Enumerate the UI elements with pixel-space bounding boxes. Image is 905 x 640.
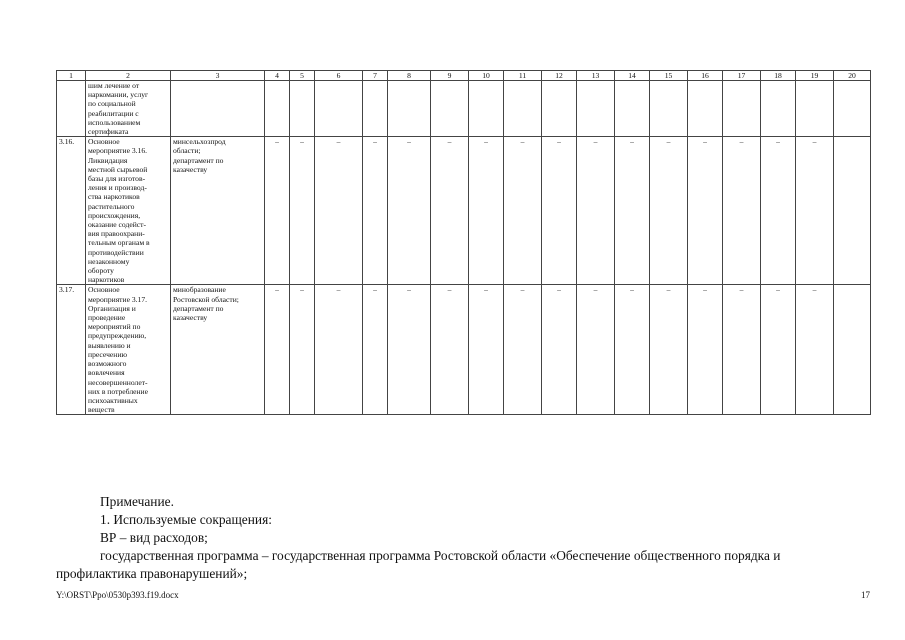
measure-name-line: наркомании, услуг: [88, 90, 149, 100]
measure-name-line: Организация и: [88, 303, 136, 313]
value-cell: –: [650, 137, 688, 285]
value-cell: [431, 81, 469, 137]
column-number-cell: 17: [723, 71, 761, 81]
value-cell: –: [363, 137, 388, 285]
column-number-cell: 18: [761, 71, 796, 81]
note-abbrev-gp-line2: профилактика правонарушений»;: [56, 566, 248, 581]
column-number-cell: 8: [388, 71, 431, 81]
measure-name-line: Ликвидация: [88, 155, 128, 165]
value-cell: [834, 81, 871, 137]
file-path: Y:\ORST\Ppo\0530p393.f19.docx: [56, 590, 179, 600]
column-number-cell: 10: [469, 71, 504, 81]
measure-name-line: вия правоохрани-: [88, 229, 145, 239]
value-cell: –: [542, 137, 577, 285]
table-row: [57, 81, 871, 137]
measure-name-line: предупреждению,: [88, 331, 147, 341]
measure-name-line: обороту: [88, 266, 114, 276]
value-cell: –: [265, 285, 290, 415]
column-number-cell: 2: [86, 71, 171, 81]
value-cell: –: [363, 285, 388, 415]
value-cell: [723, 81, 761, 137]
measure-name-line: шим лечение от: [88, 81, 140, 90]
value-cell: [542, 81, 577, 137]
value-cell: –: [723, 285, 761, 415]
table-header-row: [57, 71, 871, 81]
measure-name-line: Основное: [88, 285, 120, 295]
value-cell: [688, 81, 723, 137]
executor-line: области;: [173, 146, 201, 156]
value-cell: [315, 81, 363, 137]
measure-name-line: возможного: [88, 359, 127, 369]
measure-name-line: сертификата: [88, 127, 129, 137]
value-cell: [290, 81, 315, 137]
column-number-cell: 5: [290, 71, 315, 81]
value-cell: –: [542, 285, 577, 415]
value-cell: [834, 137, 871, 285]
value-cell: [363, 81, 388, 137]
executor-line: казачеству: [173, 164, 208, 174]
column-number-cell: 7: [363, 71, 388, 81]
measure-name-line: ления и производ-: [88, 183, 147, 193]
measure-name-line: по социальной: [88, 99, 136, 109]
value-cell: –: [290, 137, 315, 285]
column-number-cell: 19: [796, 71, 834, 81]
value-cell: [469, 81, 504, 137]
value-cell: [265, 81, 290, 137]
measure-name-line: ства наркотиков: [88, 192, 140, 202]
measure-name-line: использованием: [88, 117, 141, 127]
measure-name-line: проведение: [88, 313, 126, 323]
executor-line: Ростовской области;: [173, 294, 239, 304]
measure-name-line: противодействии: [88, 247, 144, 257]
column-number-cell: 14: [615, 71, 650, 81]
value-cell: –: [469, 285, 504, 415]
measure-name-line: происхождения,: [88, 210, 141, 220]
measure-name-line: незаконному: [88, 256, 130, 266]
value-cell: –: [796, 137, 834, 285]
value-cell: –: [615, 137, 650, 285]
measure-name-line: веществ: [88, 405, 115, 415]
program-table: [56, 70, 871, 415]
value-cell: –: [431, 137, 469, 285]
value-cell: –: [504, 285, 542, 415]
column-number-cell: 16: [688, 71, 723, 81]
executor-cell: [171, 285, 265, 415]
value-cell: –: [761, 285, 796, 415]
value-cell: –: [650, 285, 688, 415]
measure-name-cell: [86, 137, 171, 285]
value-cell: [615, 81, 650, 137]
note-abbrev-vr: ВР – вид расходов;: [100, 530, 208, 545]
measure-name-line: мероприятие 3.17.: [88, 294, 148, 304]
page-number: 17: [861, 590, 870, 600]
measure-name-line: базы для изготов-: [88, 174, 146, 184]
table-row: [57, 137, 871, 285]
measure-name-line: них в потребление: [88, 386, 148, 396]
note-block: [56, 493, 870, 583]
value-cell: [761, 81, 796, 137]
column-number-cell: 11: [504, 71, 542, 81]
value-cell: –: [688, 137, 723, 285]
executor-line: казачеству: [173, 313, 208, 323]
value-cell: –: [796, 285, 834, 415]
value-cell: –: [615, 285, 650, 415]
executor-line: минобразование: [173, 285, 226, 295]
note-title: Примечание.: [100, 494, 174, 509]
value-cell: –: [431, 285, 469, 415]
value-cell: –: [504, 137, 542, 285]
measure-name-line: местной сырьевой: [88, 164, 148, 174]
column-number-cell: 15: [650, 71, 688, 81]
value-cell: [796, 81, 834, 137]
row-number-cell: 3.16.: [57, 137, 86, 285]
column-number-cell: 13: [577, 71, 615, 81]
column-number-cell: 9: [431, 71, 469, 81]
value-cell: –: [723, 137, 761, 285]
value-cell: –: [469, 137, 504, 285]
measure-name-line: мероприятий по: [88, 322, 141, 332]
column-number-cell: 1: [57, 71, 86, 81]
measure-name-line: выявлению и: [88, 340, 131, 350]
executor-cell: [171, 81, 265, 137]
value-cell: –: [315, 285, 363, 415]
value-cell: –: [577, 137, 615, 285]
value-cell: –: [761, 137, 796, 285]
measure-name-line: тельным органам в: [88, 238, 150, 248]
value-cell: –: [265, 137, 290, 285]
note-item-1: 1. Используемые сокращения:: [100, 512, 272, 527]
measure-name-line: мероприятие 3.16.: [88, 146, 148, 156]
column-number-cell: 20: [834, 71, 871, 81]
executor-line: департамент по: [173, 303, 224, 313]
value-cell: [834, 285, 871, 415]
value-cell: [388, 81, 431, 137]
value-cell: –: [388, 285, 431, 415]
measure-name-line: растительного: [88, 201, 135, 211]
measure-name-cell: [86, 285, 171, 415]
executor-line: минсельхозпрод: [173, 137, 226, 147]
executor-cell: [171, 137, 265, 285]
column-number-cell: 6: [315, 71, 363, 81]
value-cell: –: [577, 285, 615, 415]
value-cell: –: [388, 137, 431, 285]
value-cell: –: [688, 285, 723, 415]
measure-name-line: психоактивных: [88, 395, 138, 405]
row-number-cell: 3.17.: [57, 285, 86, 415]
value-cell: [650, 81, 688, 137]
measure-name-line: вовлечения: [88, 368, 125, 378]
measure-name-line: наркотиков: [88, 275, 125, 285]
row-number-cell: [57, 81, 86, 137]
measure-name-line: оказание содейст-: [88, 220, 146, 230]
executor-line: департамент по: [173, 155, 224, 165]
note-abbrev-gp-line1: государственная программа – государственная программа Ростовской области «Обеспечение общественного порядка и: [100, 548, 781, 563]
column-number-cell: 12: [542, 71, 577, 81]
value-cell: –: [290, 285, 315, 415]
measure-name-line: Основное: [88, 137, 120, 147]
table-row: [57, 285, 871, 415]
column-number-cell: 4: [265, 71, 290, 81]
measure-name-line: несовершеннолет-: [88, 377, 148, 387]
measure-name-line: пресечению: [88, 349, 128, 359]
measure-name-line: реабилитации с: [88, 108, 139, 118]
value-cell: [577, 81, 615, 137]
value-cell: [504, 81, 542, 137]
measure-name-cell: [86, 81, 171, 137]
column-number-cell: 3: [171, 71, 265, 81]
value-cell: –: [315, 137, 363, 285]
